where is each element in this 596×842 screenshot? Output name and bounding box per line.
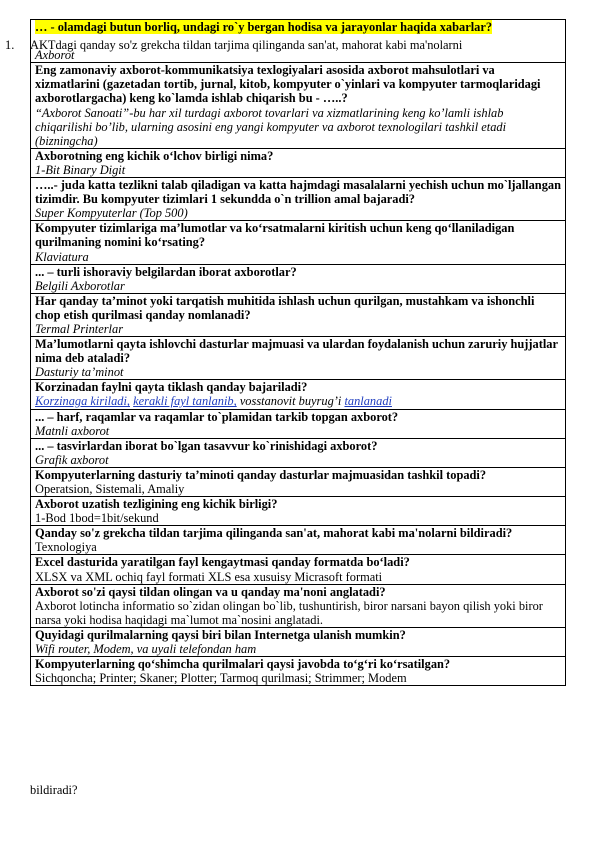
- table-row: [31, 221, 565, 264]
- question: Ma’lumotlarni qayta ishlovchi dasturlar majmuasi va ulardan foydalanish uchun zaruriy hujjatlar nima deb ataladi?: [35, 337, 558, 366]
- answer: Klaviatura: [35, 249, 89, 264]
- answer-link[interactable]: tanlanadi: [344, 394, 392, 409]
- answer-link[interactable]: kerakli fayl tanlanib,: [133, 394, 237, 409]
- answer: Axborot lotincha informatio so`zidan olingan bo`lib, tushuntirish, biror narsani bayon qilish yoki biror narsa yoki hodisa haqidagi ma`lumot ma`nosini anglatadi.: [35, 598, 543, 627]
- table-row: [31, 497, 565, 526]
- trailing-text: bildiradi?: [30, 783, 78, 797]
- first-answer: Axborot: [35, 48, 75, 63]
- answer: Belgili Axborotlar: [35, 278, 125, 293]
- question: Quyidagi qurilmalarning qaysi biri bilan Internetga ulanish mumkin?: [35, 627, 406, 642]
- question: Korzinadan faylni qayta tiklash qanday bajariladi?: [35, 380, 308, 395]
- question: Har qanday ta’minot yoki tarqatish muhitida ishlash uchun qurilgan, mustahkam va ishonchli chop etish qurilmasi qanday nomlanadi?: [35, 293, 535, 322]
- question: Axborot uzatish tezligining eng kichik birligi?: [35, 497, 278, 512]
- table-row: [31, 526, 565, 555]
- answer: 1-Bod 1bod=1bit/sekund: [35, 511, 159, 526]
- table-row: [31, 337, 565, 380]
- table-row: [31, 410, 565, 439]
- list-number: 1.: [5, 38, 15, 52]
- table-row: [31, 585, 565, 628]
- answer: XLSX va XML ochiq fayl formati XLS esa xusuisy Micrasoft formati: [35, 569, 383, 584]
- question: Axborot so'zi qaysi tildan olingan va u qanday ma'noni anglatadi?: [35, 584, 386, 599]
- table-row: [31, 178, 565, 221]
- question: Excel dasturida yaratilgan fayl kengaytmasi qanday formatda bo‘ladi?: [35, 555, 410, 570]
- table-row-header: [31, 20, 565, 63]
- answer: Sichqoncha; Printer; Skaner; Plotter; Tarmoq qurilmasi; Strimmer; Modem: [35, 671, 407, 686]
- intro-gap: [35, 34, 561, 48]
- answer-text: vosstanovit buyrug’i: [239, 394, 342, 409]
- question: ... – harf, raqamlar va raqamlar to`plamidan tarkib topgan axborot?: [35, 409, 399, 424]
- answer: Dasturiy ta’minot: [35, 365, 124, 380]
- question: Kompyuterlarning dasturiy ta’minoti qanday dasturlar majmuasidan tashkil topadi?: [35, 467, 487, 482]
- answer: Wifi router, Modem, va uyali telefondan ham: [35, 642, 257, 657]
- answer: Termal Printerlar: [35, 321, 124, 336]
- question: Eng zamonaviy axborot-kommunikatsiya texlogiyalari asosida axborot mahsulotlari va xizmatlarini (gazetadan tortib, jurnal, kitob, kompyuter o`yinlari va kompyuter tarmoqlaridagi axborotlargacha) keng ko`lamda ishlab chiqarish bu - …..?: [35, 63, 541, 106]
- question: Kompyuter tizimlariga ma’lumotlar va ko‘rsatmalarni kiritish uchun keng qo‘llaniladigan qurilmaning nomini ko‘rsating?: [35, 221, 515, 250]
- header-question: … - olamdagi butun borliq, undagi ro`y bergan hodisa va jarayonlar haqida xabarlar?: [35, 20, 493, 34]
- question-table: [30, 19, 566, 686]
- answer: Matnli axborot: [35, 423, 110, 438]
- answer-link[interactable]: Korzinaga kiriladi,: [35, 394, 131, 409]
- table-row: [31, 149, 565, 178]
- table-row: [31, 439, 565, 468]
- table-row: [31, 63, 565, 149]
- question: ... – tasvirlardan iborat bo`lgan tasavvur ko`rinishidagi axborot?: [35, 438, 378, 453]
- table-row: [31, 380, 565, 409]
- table-row: [31, 555, 565, 584]
- question: Axborotning eng kichik o‘lchov birligi nima?: [35, 148, 274, 163]
- answer: Grafik axborot: [35, 452, 109, 467]
- question: ... – turli ishoraviy belgilardan iborat axborotlar?: [35, 264, 297, 279]
- question: Kompyuterlarning qo‘shimcha qurilmalari qaysi javobda to‘g‘ri ko‘rsatilgan?: [35, 657, 451, 672]
- answer: “Axborot Sanoati”-bu har xil turdagi axborot tovarlari va xizmatlarining keng ko’lamli ishlab chiqarilishi bo’lib, ularning asosini eng yangi kompyuter va axborot texnologilari tashkil etadi (bizningcha): [35, 105, 507, 148]
- table-row: [31, 657, 565, 686]
- table-row: [31, 265, 565, 294]
- table-row: [31, 294, 565, 337]
- answer: Texnologiya: [35, 540, 97, 555]
- table-row: [31, 628, 565, 657]
- answer: Super Kompyuterlar (Top 500): [35, 206, 188, 221]
- intro-text: AKTdagi qanday so'z grekcha tildan tarjima qilinganda san'at, mahorat kabi ma'nolarni: [30, 38, 463, 52]
- answer: Operatsion, Sistemali, Amaliy: [35, 482, 185, 496]
- question: …..- juda katta tezlikni talab qiladigan va katta hajmdagi masalalarni yechish uchun mo`ljallangan tizimdir. Bu kompyuter tizimlari 1 sekundda o`n trillion amal bajaradi?: [35, 178, 561, 207]
- answer: [35, 394, 561, 408]
- table-row: [31, 468, 565, 497]
- answer: 1-Bit Binary Digit: [35, 162, 126, 177]
- question: Qanday so'z grekcha tildan tarjima qilinganda san'at, mahorat kabi ma'nolarni bildiradi?: [35, 526, 513, 541]
